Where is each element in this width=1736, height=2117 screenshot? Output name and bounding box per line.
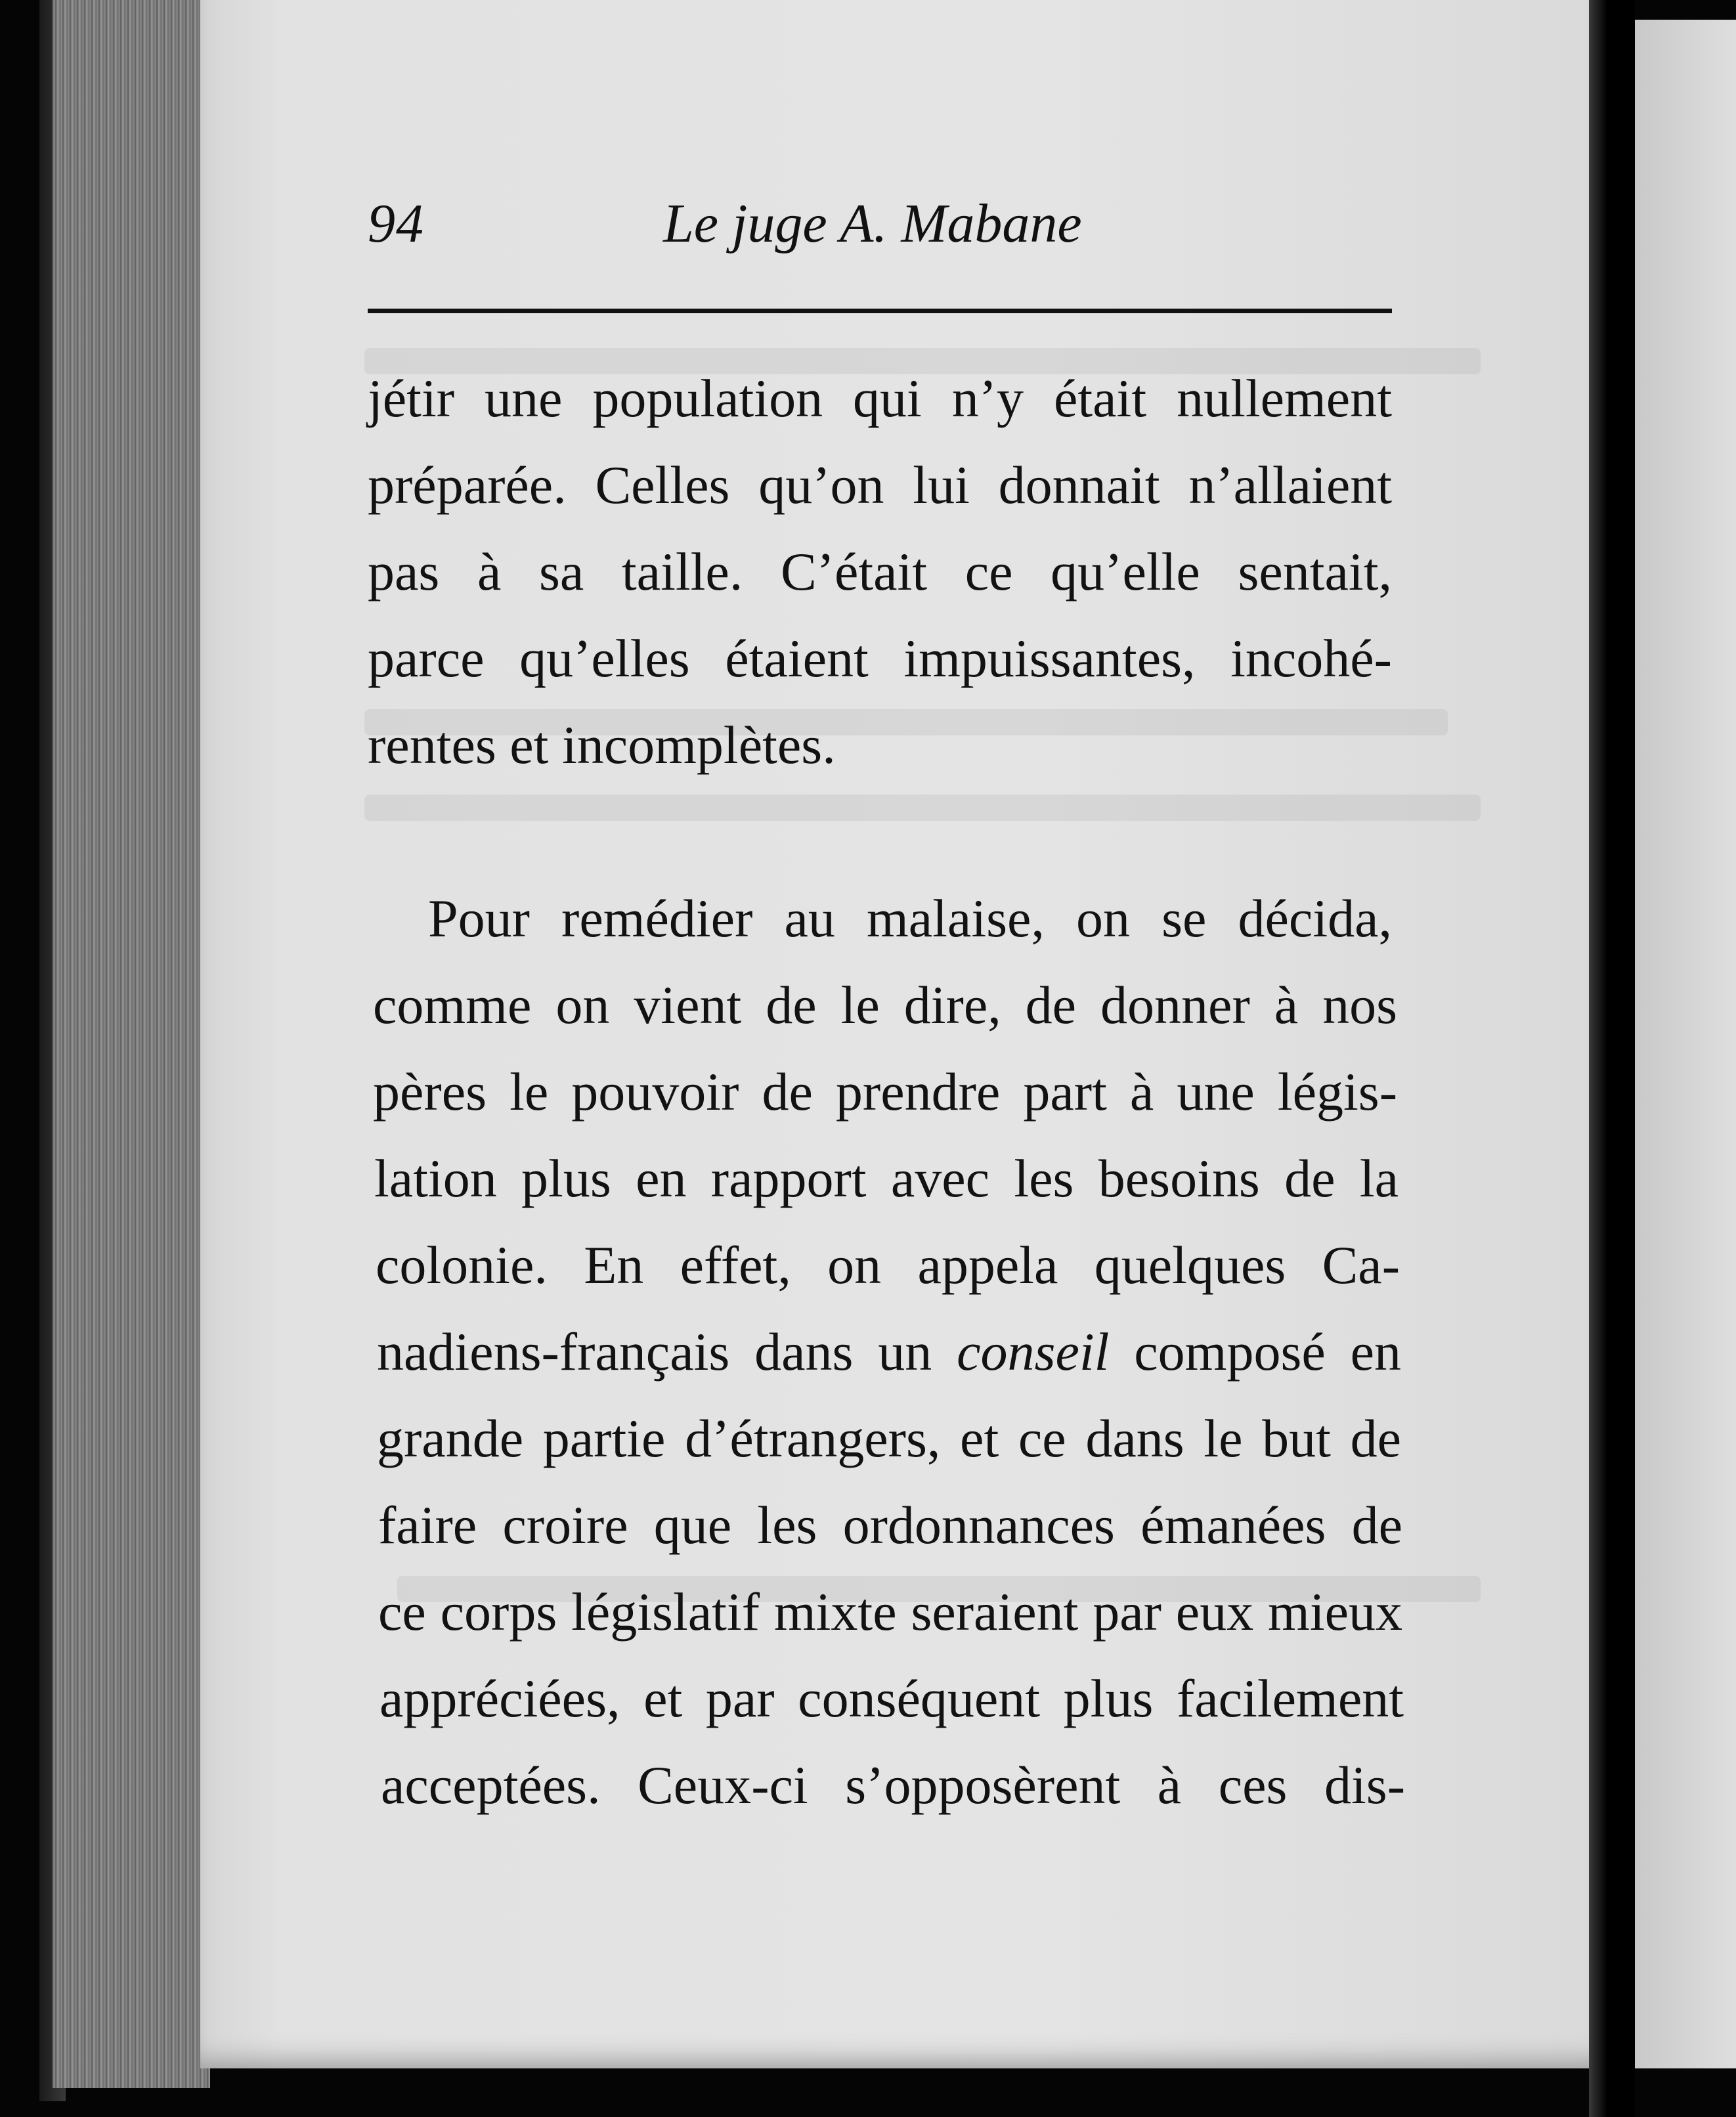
header-rule <box>368 309 1392 313</box>
bleed-through-text <box>364 795 1481 821</box>
text-line: acceptées. Ceux-ci s’opposèrent à ces dis- <box>381 1755 1405 1815</box>
text-line: ce corps législatif mixte seraient par eux mieux <box>378 1582 1402 1642</box>
text-line: appréciées, et par conséquent plus facilement <box>380 1669 1404 1728</box>
running-title: Le juge A. Mabane <box>663 193 1082 254</box>
text-line: comme on vient de le dire, de donner à nos <box>373 975 1397 1035</box>
text-line: grande partie d’étrangers, et ce dans le but de <box>377 1408 1401 1468</box>
text-line: pas à sa taille. C’était ce qu’elle sentait, <box>368 542 1392 601</box>
text-line: préparée. Celles qu’on lui donnait n’allaient <box>368 455 1392 515</box>
text-line: lation plus en rapport avec les besoins de la <box>374 1148 1399 1208</box>
text-line: Pour remédier au malaise, on se décida, <box>428 888 1392 948</box>
book-gutter <box>1589 0 1635 2117</box>
page-number: 94 <box>368 193 424 254</box>
text-line: pères le pouvoir de prendre part à une légis- <box>373 1062 1397 1122</box>
italic-term: conseil <box>957 1322 1110 1382</box>
text-line: faire croire que les ordonnances émanées de <box>378 1495 1402 1555</box>
book-page-edges <box>53 0 210 2088</box>
text-line: colonie. En effet, on appela quelques Ca- <box>376 1235 1400 1295</box>
adjacent-page-edge <box>1635 20 1736 2068</box>
text-line: jétir une population qui n’y était nullement <box>368 368 1392 428</box>
text-line: nadiens-français dans un conseil composé en <box>377 1322 1401 1382</box>
running-head <box>368 192 1392 264</box>
text-line: rentes et incomplètes. <box>368 715 836 775</box>
text-line: parce qu’elles étaient impuissantes, incohé- <box>368 628 1392 688</box>
